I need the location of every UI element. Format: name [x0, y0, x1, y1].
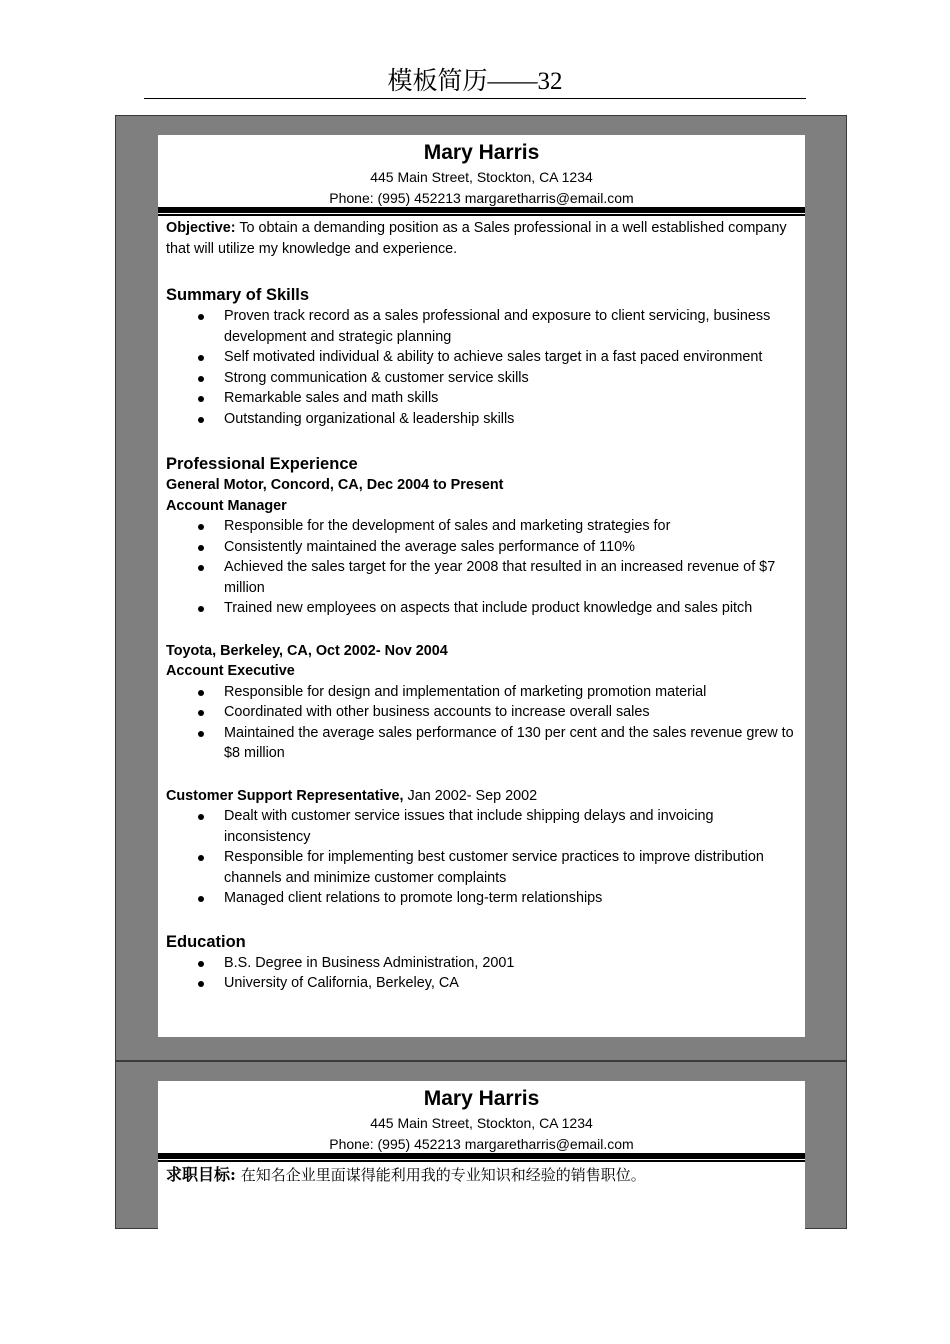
list-item: Managed client relations to promote long-term relationships: [224, 888, 797, 909]
list-item: University of California, Berkeley, CA: [224, 973, 797, 994]
contact-line: Phone: (995) 452213 margaretharris@email.com: [329, 1136, 634, 1152]
list-item: Responsible for the development of sales and marketing strategies for: [224, 516, 797, 537]
candidate-name: Mary Harris: [423, 1087, 540, 1110]
resume-body: [158, 1164, 805, 1186]
contact-line: Phone: (995) 452213 margaretharris@email.com: [329, 190, 634, 206]
list-item: Strong communication & customer service skills: [224, 368, 797, 389]
list-item: Self motivated individual & ability to achieve sales target in a fast paced environment: [224, 347, 797, 368]
skills-section-title: Summary of Skills: [166, 286, 310, 304]
address-line: 445 Main Street, Stockton, CA 1234: [370, 1115, 593, 1131]
education-list: [166, 953, 797, 994]
list-item: Responsible for implementing best customer service practices to improve distribution channels and minimize customer complaints: [224, 847, 797, 888]
objective: [166, 218, 797, 259]
spacer: [166, 619, 797, 641]
resume-header: [158, 135, 805, 207]
job-bullets: [166, 806, 797, 909]
resume-sheet: [158, 135, 805, 1037]
list-item: Responsible for design and implementation of marketing promotion material: [224, 682, 797, 703]
document-title: 模板简历——32: [144, 66, 806, 99]
job-role: Customer Support Representative,: [166, 787, 404, 804]
list-item: Proven track record as a sales professional and exposure to client servicing, business development and strategic planning: [224, 306, 797, 347]
spacer: [166, 764, 797, 786]
job-company: General Motor, Concord, CA, Dec 2004 to Present: [166, 477, 504, 493]
job-bullets: [166, 516, 797, 619]
job-bullets: [166, 682, 797, 764]
resume-body: [158, 218, 805, 994]
education-section-title: Education: [166, 932, 246, 951]
objective: [166, 1164, 797, 1186]
list-item: Consistently maintained the average sales performance of 110%: [224, 537, 797, 558]
resume-header: [158, 1081, 805, 1153]
job-role-line: [166, 786, 797, 807]
job-role: Account Executive: [166, 663, 295, 679]
skills-list: [166, 306, 797, 429]
list-item: Dealt with customer service issues that include shipping delays and invoicing inconsistency: [224, 806, 797, 847]
objective-label: Objective:: [166, 220, 236, 236]
list-item: Trained new employees on aspects that include product knowledge and sales pitch: [224, 598, 797, 619]
list-item: Coordinated with other business accounts to increase overall sales: [224, 702, 797, 723]
list-item: Outstanding organizational & leadership skills: [224, 409, 797, 430]
list-item: Remarkable sales and math skills: [224, 388, 797, 409]
experience-section-title: Professional Experience: [166, 455, 358, 473]
list-item: Achieved the sales target for the year 2008 that resulted in an increased revenue of $7 million: [224, 557, 797, 598]
objective-text: To obtain a demanding position as a Sales professional in a well established company that will utilize my knowledge and experience.: [166, 220, 787, 257]
job-dates: Jan 2002- Sep 2002: [403, 787, 538, 804]
resume-sheet: [158, 1081, 805, 1230]
address-line: 445 Main Street, Stockton, CA 1234: [370, 169, 593, 185]
candidate-name: Mary Harris: [423, 141, 540, 164]
resume-frame-chinese: [115, 1061, 847, 1229]
job-role: Account Manager: [166, 497, 287, 514]
list-item: Maintained the average sales performance of 130 per cent and the sales revenue grew to $8 million: [224, 723, 797, 764]
job-company: Toyota, Berkeley, CA, Oct 2002- Nov 2004: [166, 642, 448, 659]
resume-frame-english: [115, 115, 847, 1061]
objective-label: 求职目标:: [166, 1165, 236, 1184]
objective-text: 在知名企业里面谋得能利用我的专业知识和经验的销售职位。: [235, 1166, 646, 1184]
list-item: B.S. Degree in Business Administration, 2001: [224, 953, 797, 974]
